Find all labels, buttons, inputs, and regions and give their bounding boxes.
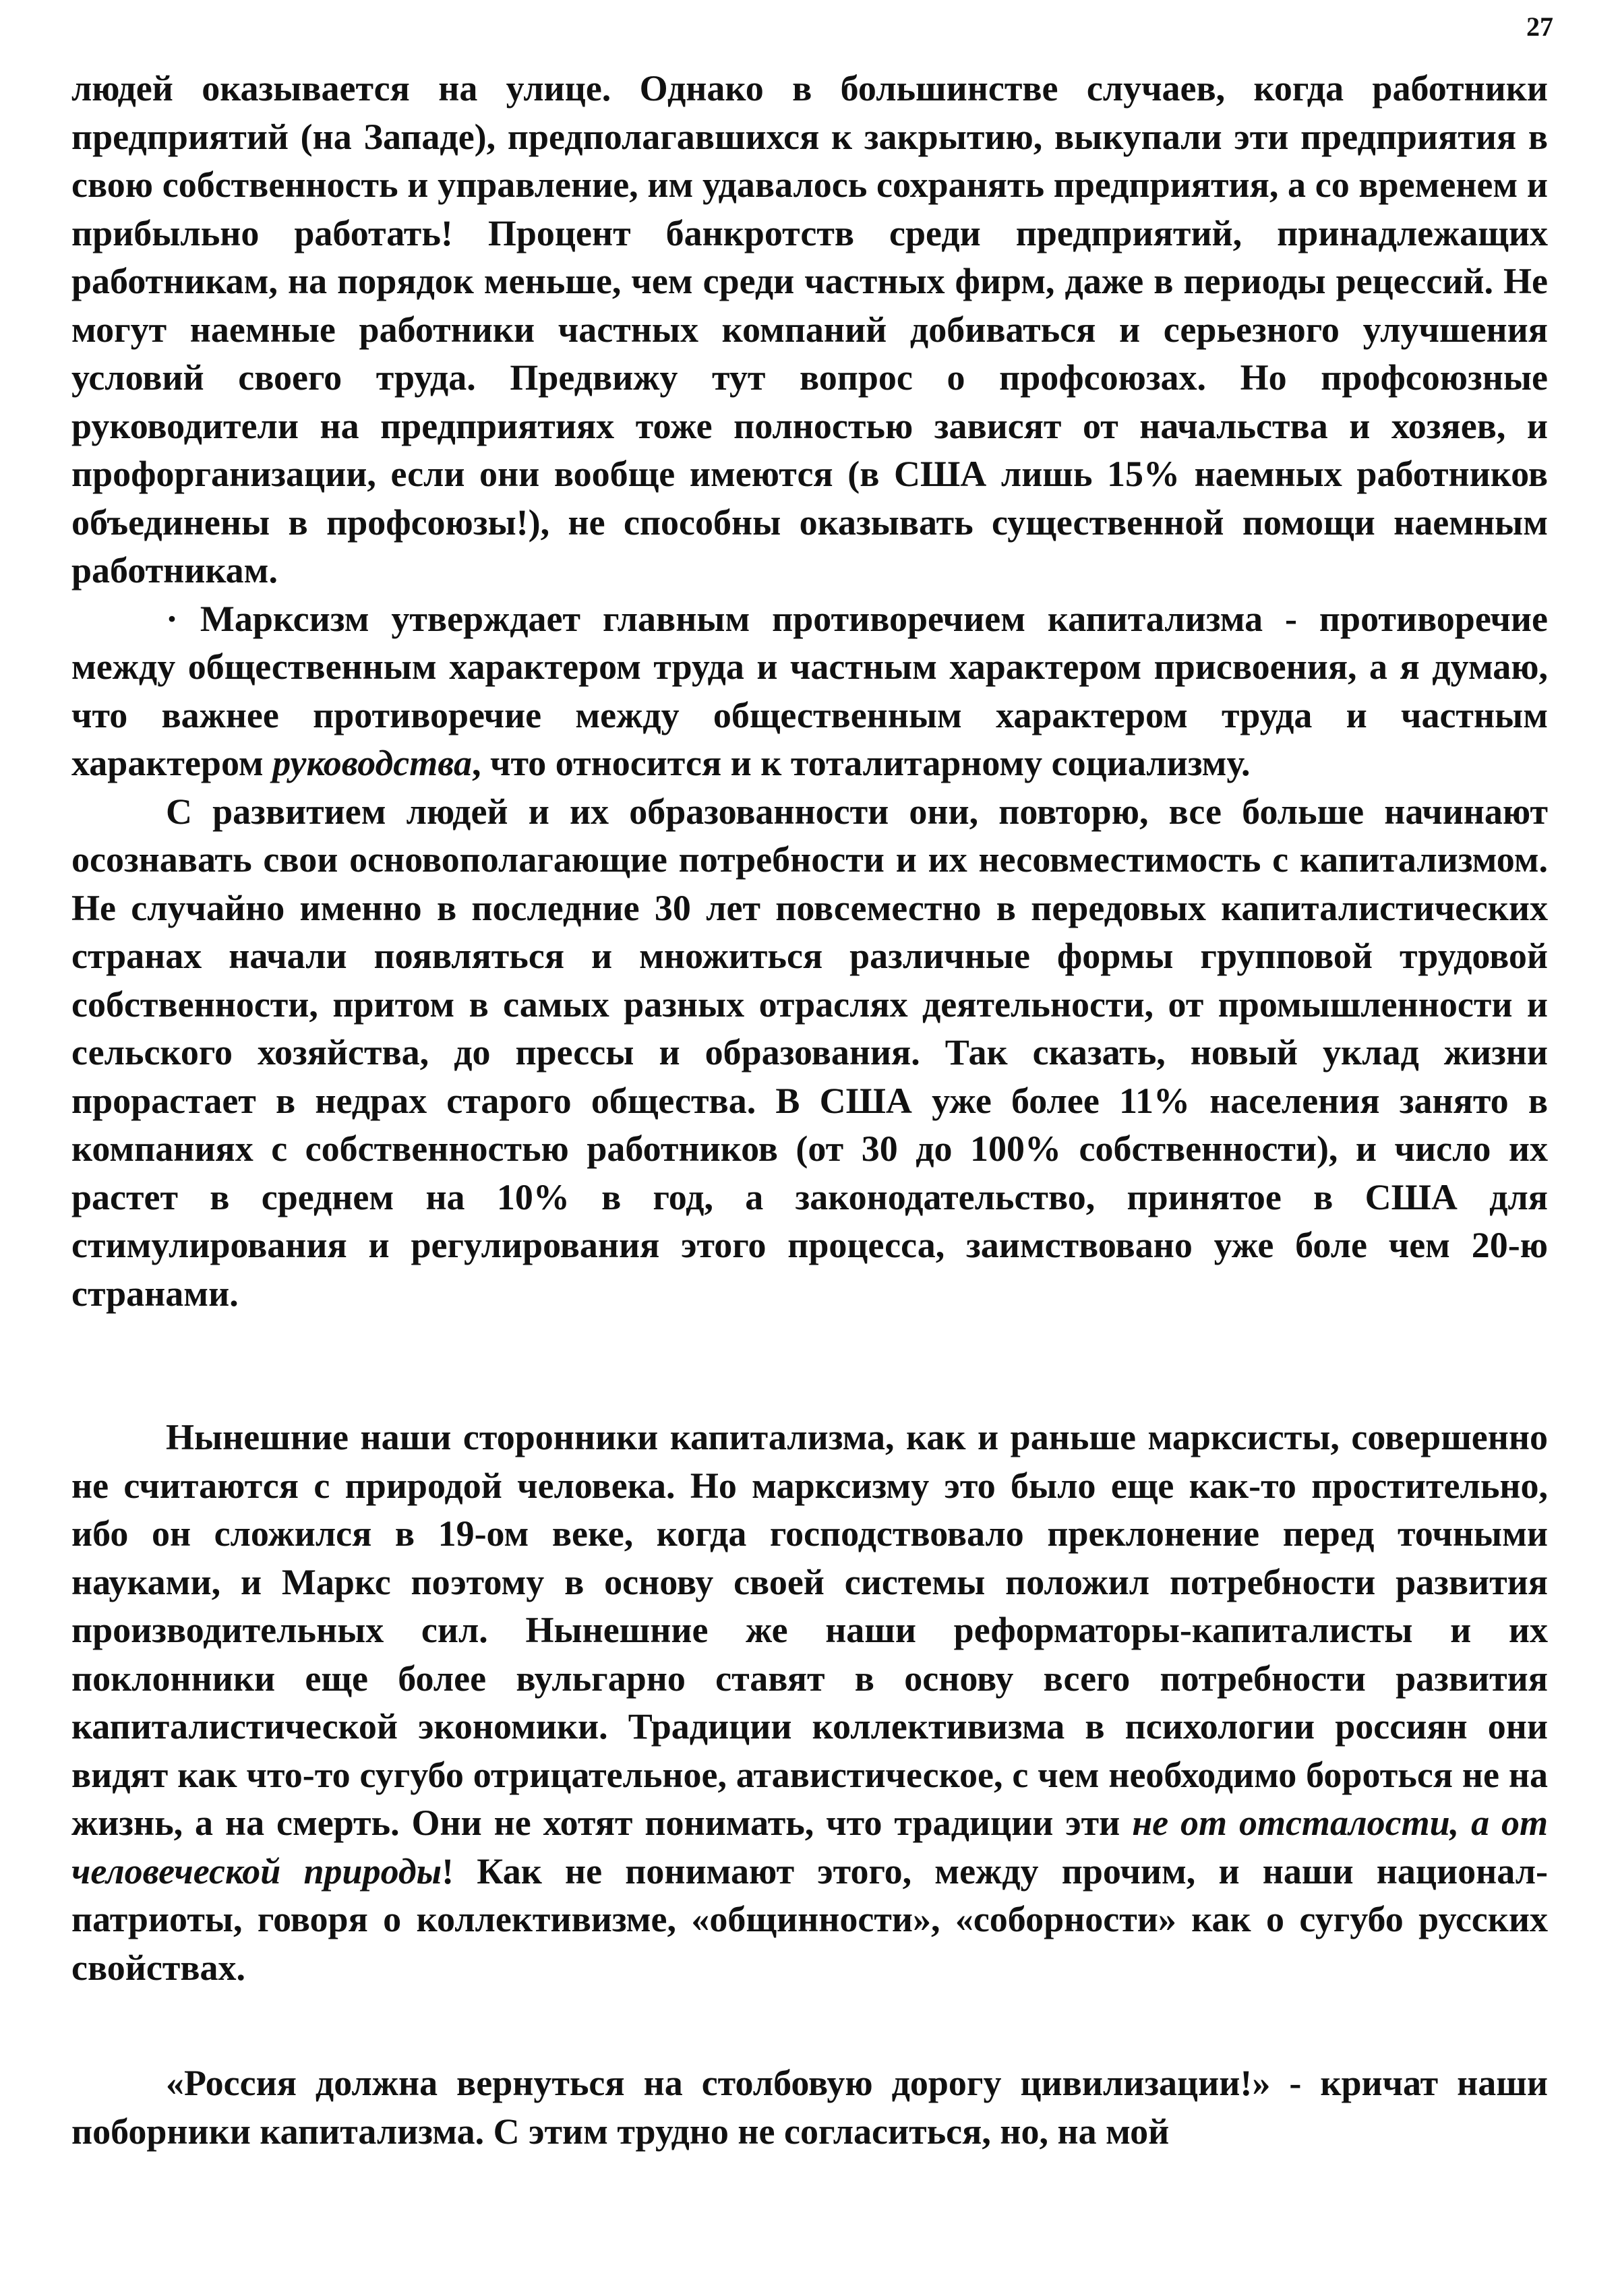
paragraph-4-italic: не от отсталости, а от человеческой природы [71, 1803, 1548, 1892]
document-body [71, 65, 1548, 2156]
paragraph-1-text: людей оказывается на улице. Однако в большинстве случаев, когда работники предприятий (на Западе), предполагавшихся к закрытию, выкупали эти предприятия в свою собственность и управление, им удавалось сохранять предприятия, а со временем и прибыльно работать! Процент банкротств среди предприятий, принадлежащих работникам, на порядок меньше, чем среди частных фирм, даже в периоды рецессий. Не могут наемные работники частных компаний добиваться и серьезного улучшения условий своего труда. Предвижу тут вопрос о профсоюзах. Но профсоюзные руководители на предприятиях тоже полностью зависят от начальства и хозяев, и профорганизации, если они вообще имеются (в США лишь 15% наемных работников объединены в профсоюзы!), не способны оказывать существенной помощи наемным работникам. [71, 68, 1548, 591]
page-number: 27 [1526, 11, 1553, 42]
paragraph-4 [71, 1414, 1548, 1992]
paragraph-2-text-b: , что относится и к тоталитарному социализму. [472, 743, 1251, 783]
paragraph-5-text: «Россия должна вернуться на столбовую дорогу цивилизации!» - кричат наши поборники капитализма. С этим трудно не согласиться, но, на мой [71, 2063, 1548, 2152]
paragraph-2-italic: руководства [272, 743, 473, 783]
paragraph-1 [71, 65, 1548, 595]
paragraph-4-text-b: ! Как не понимают этого, между прочим, и наши национал-патриоты, говоря о коллективизме, «общинности», «соборности» как о сугубо русских свойствах. [71, 1850, 1548, 1988]
paragraph-2-text-a: · Марксизм утверждает главным противоречием капитализма - противоречие между общественным характером труда и частным характером присвоения, а я думаю, что важнее противоречие между общественным характером труда и частным характером [71, 598, 1548, 783]
paragraph-4-text-a: Нынешние наши сторонники капитализма, как и раньше марксисты, совершенно не считаются с природой человека. Но марксизму это было еще как-то простительно, ибо он сложился в 19-ом веке, когда господствовало преклонение перед точными науками, и Маркс поэтому в основу своей системы положил потребности развития производительных сил. Нынешние же наши реформаторы-капиталисты и их поклонники еще более вульгарно ставят в основу всего потребности развития капиталистической экономики. Традиции коллективизма в психологии россиян они видят как что-то сугубо отрицательное, атавистическое, с чем необходимо бороться не на жизнь, а на смерть. Они не хотят понимать, что традиции эти [71, 1417, 1548, 1843]
paragraph-3 [71, 788, 1548, 1319]
paragraph-2 [71, 595, 1548, 788]
paragraph-5 [71, 2059, 1548, 2156]
paragraph-3-text: С развитием людей и их образованности они, повторю, все больше начинают осознавать свои основополагающие потребности и их несовместимость с капитализмом. Не случайно именно в последние 30 лет повсеместно в передовых капиталистических странах начали появляться и множиться различные формы групповой трудовой собственности, притом в самых разных отраслях деятельности, от промышленности и сельского хозяйства, до прессы и образования. Так сказать, новый уклад жизни прорастает в недрах старого общества. В США уже более 11% населения занято в компаниях с собственностью работников (от 30 до 100% собственности), и число их растет в среднем на 10% в год, а законодательство, принятое в США для стимулирования и регулирования этого процесса, заимствовано уже боле чем 20-ю странами. [71, 791, 1548, 1314]
